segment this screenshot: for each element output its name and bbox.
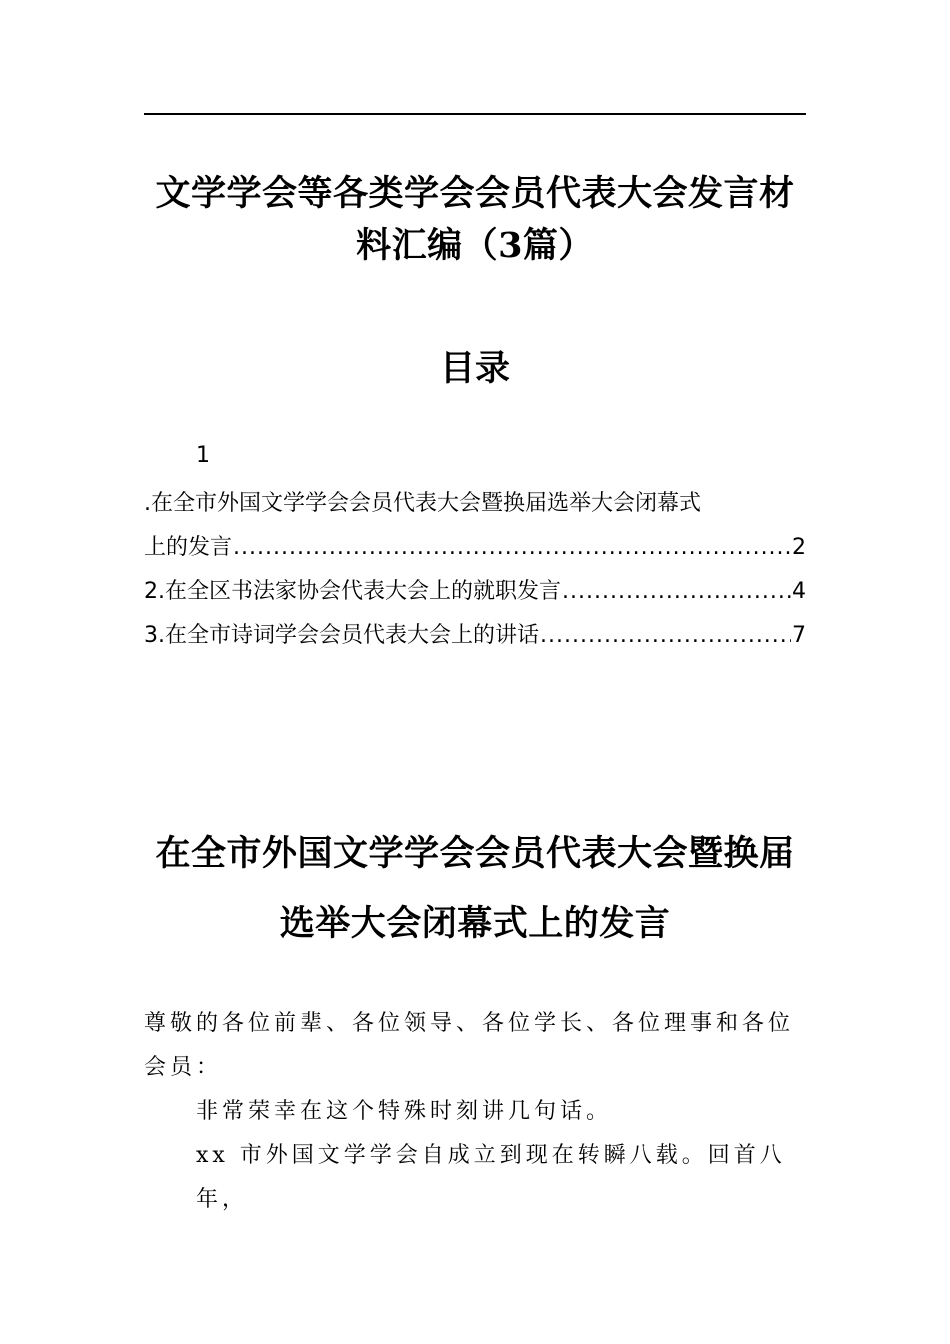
toc-item-2-page: 4 — [792, 579, 806, 604]
toc-dot-leader — [233, 526, 791, 570]
toc-item-1-number: 1 — [196, 443, 210, 468]
paragraph-1: 非常荣幸在这个特殊时刻讲几句话。 — [196, 1099, 613, 1124]
toc-item-3-text: 3.在全市诗词学会会员代表大会上的讲话 — [144, 623, 539, 648]
document-title-line-2: 料汇编（3篇） — [356, 225, 594, 266]
toc-heading: 目录 — [439, 348, 510, 389]
toc-item-2-text: 2.在全区书法家协会代表大会上的就职发言 — [144, 579, 561, 604]
section-1-title-line-1: 在全市外国文学学会会员代表大会暨换届 — [155, 833, 795, 874]
paragraph-2: xx 市外国文学学会自成立到现在转瞬八载。回首八年， — [196, 1143, 786, 1212]
toc-item-1-line-2[interactable] — [144, 526, 806, 570]
toc-dot-leader — [562, 570, 791, 614]
toc-item-3[interactable] — [144, 614, 806, 658]
toc-item-1-text-line-2: 上的发言 — [144, 535, 233, 560]
toc-dot-leader — [540, 614, 791, 658]
toc-item-2[interactable] — [144, 570, 806, 614]
section-1-body — [144, 1002, 806, 1222]
toc-item-3-page: 7 — [792, 623, 806, 648]
section-1-title-line-2: 选举大会闭幕式上的发言 — [279, 903, 671, 944]
salutation-line-2: 会员： — [144, 1055, 223, 1080]
salutation-line-1: 尊敬的各位前辈、各位领导、各位学长、各位理事和各位 — [144, 1011, 795, 1036]
toc-item-1-text-line-1[interactable]: .在全市外国文学学会会员代表大会暨换届选举大会闭幕式 — [144, 491, 701, 516]
document-title-line-1: 文学学会等各类学会会员代表大会发言材 — [155, 173, 795, 214]
toc-item-1-page: 2 — [792, 535, 806, 560]
top-rule — [144, 113, 806, 115]
table-of-contents — [144, 438, 806, 658]
